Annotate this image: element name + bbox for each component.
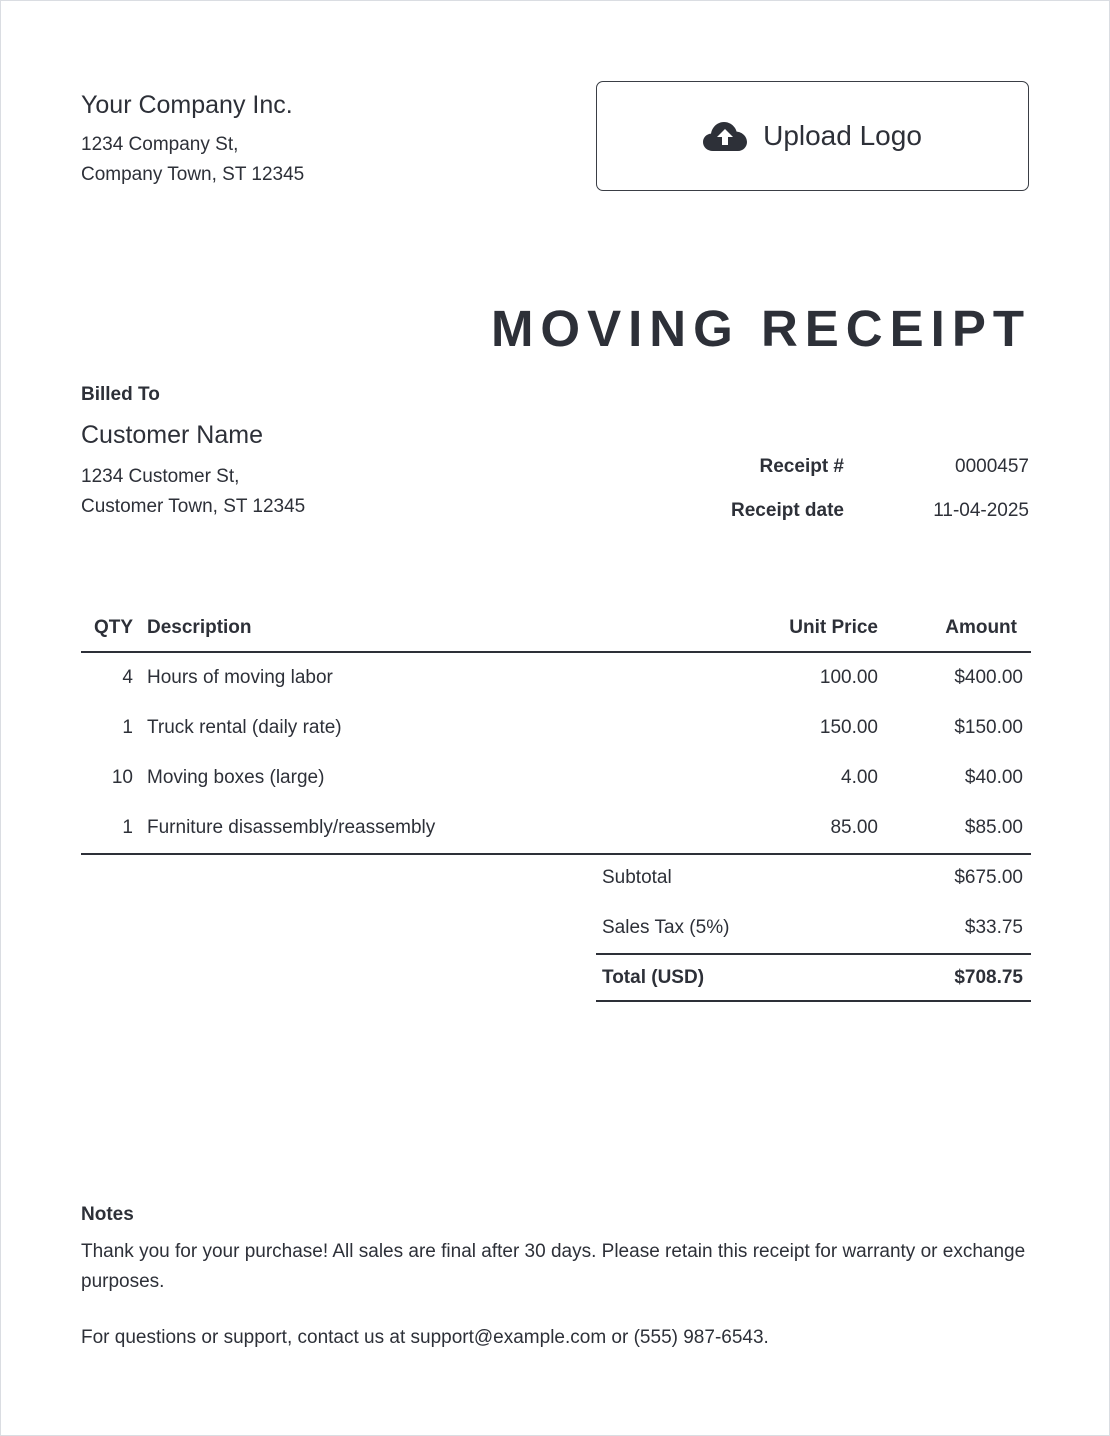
row-amount: $40.00 — [964, 767, 1023, 788]
total-bottom-divider — [596, 1000, 1031, 1002]
table-footer-divider — [81, 853, 1031, 855]
company-address-line2: Company Town, ST 12345 — [81, 164, 305, 185]
row-unit-price: 100.00 — [819, 667, 878, 688]
receipt-date-value: 11-04-2025 — [933, 500, 1029, 521]
billed-to-label: Billed To — [81, 384, 160, 405]
row-unit-price: 4.00 — [841, 767, 878, 788]
row-unit-price: 85.00 — [830, 817, 878, 838]
row-qty: 10 — [111, 767, 133, 788]
total-top-divider — [596, 953, 1031, 955]
row-description: Moving boxes (large) — [147, 767, 325, 788]
upload-logo-label: Upload Logo — [763, 120, 922, 151]
page-title: MOVING RECEIPT — [490, 300, 1031, 357]
row-description: Furniture disassembly/reassembly — [147, 817, 436, 838]
row-qty: 4 — [122, 667, 133, 688]
notes-contact: For questions or support, contact us at support@example.com or (555) 987-6543. — [81, 1327, 769, 1348]
notes-label: Notes — [81, 1204, 134, 1225]
total-value: $708.75 — [954, 967, 1023, 988]
table-header-amount: Amount — [945, 617, 1017, 638]
table-header-qty: QTY — [93, 617, 133, 638]
subtotal-label: Subtotal — [602, 867, 672, 888]
table-header-unit-price: Unit Price — [789, 617, 878, 638]
row-description: Truck rental (daily rate) — [147, 717, 342, 738]
row-qty: 1 — [122, 717, 133, 738]
customer-address-line2: Customer Town, ST 12345 — [81, 496, 306, 517]
receipt-date-label: Receipt date — [731, 500, 844, 521]
customer-name: Customer Name — [81, 421, 263, 449]
sales-tax-label: Sales Tax (5%) — [602, 917, 730, 938]
row-unit-price: 150.00 — [819, 717, 878, 738]
row-qty: 1 — [122, 817, 133, 838]
upload-logo-button[interactable] — [596, 81, 1029, 191]
cloud-upload-icon — [703, 120, 747, 152]
company-address-line1: 1234 Company St, — [81, 134, 239, 155]
customer-address-line1: 1234 Customer St, — [81, 466, 240, 487]
table-header-divider — [81, 651, 1031, 653]
row-amount: $400.00 — [954, 667, 1023, 688]
notes-text: Thank you for your purchase! All sales are final after 30 days. Please retain this receipt for warranty or exchange purposes. — [81, 1241, 1026, 1292]
total-label: Total (USD) — [602, 967, 705, 988]
receipt-number-value: 0000457 — [955, 456, 1029, 477]
subtotal-value: $675.00 — [954, 867, 1023, 888]
row-description: Hours of moving labor — [147, 667, 333, 688]
receipt-number-label: Receipt # — [759, 456, 844, 477]
sales-tax-value: $33.75 — [964, 917, 1023, 938]
row-amount: $150.00 — [954, 717, 1023, 738]
table-header-description: Description — [147, 617, 252, 638]
company-name: Your Company Inc. — [81, 91, 293, 119]
row-amount: $85.00 — [964, 817, 1023, 838]
